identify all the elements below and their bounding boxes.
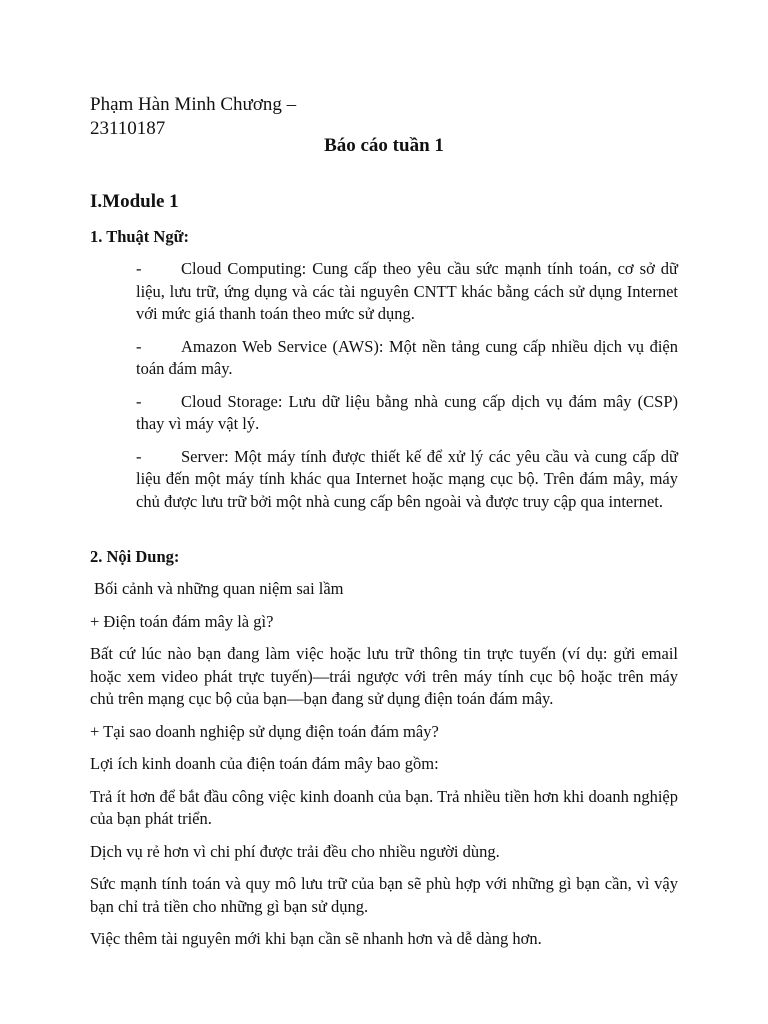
content-paragraph: Bối cảnh và những quan niệm sai lầm xyxy=(94,579,344,598)
content-paragraph: Trả ít hơn để bắt đầu công việc kinh doanh của bạn. Trả nhiều tiền hơn khi doanh nghiệp của bạn phát triển. xyxy=(90,786,678,828)
content-paragraph: + Điện toán đám mây là gì? xyxy=(90,611,274,631)
report-title: Báo cáo tuần 1 xyxy=(324,135,444,156)
content-paragraph: + Tại sao doanh nghiệp sử dụng điện toán đám mây? xyxy=(90,721,439,741)
term-item xyxy=(136,391,678,436)
list-dash: - xyxy=(136,391,142,411)
section-terms-heading: 1. Thuật Ngữ: xyxy=(90,227,189,246)
module-heading: I.Module 1 xyxy=(90,191,179,212)
term-item xyxy=(136,258,678,326)
author-name: Phạm Hàn Minh Chương – xyxy=(90,94,297,115)
content-paragraph: Việc thêm tài nguyên mới khi bạn cần sẽ nhanh hơn và dễ dàng hơn. xyxy=(90,929,542,948)
student-id: 23110187 xyxy=(90,118,166,139)
content-paragraph: Dịch vụ rẻ hơn vì chi phí được trải đều cho nhiều người dùng. xyxy=(90,841,500,861)
term-text: Server: Một máy tính được thiết kế để xử lý các yêu cầu và cung cấp dữ liệu đến một máy tính khác qua Internet hoặc mạng cục bộ. Trên đám mây, máy chủ được lưu trữ bởi một nhà cung cấp bên ngoài và được truy cập qua internet. xyxy=(136,446,678,511)
term-item xyxy=(136,336,678,381)
content-paragraph: Lợi ích kinh doanh của điện toán đám mây bao gồm: xyxy=(90,754,439,773)
section-content-heading: 2. Nội Dung: xyxy=(90,547,180,566)
term-text: Cloud Computing: Cung cấp theo yêu cầu sức mạnh tính toán, cơ sở dữ liệu, lưu trữ, ứng dụng và các tài nguyên CNTT khác bằng cách sử dụng Internet với mức giá thanh toán theo mức sử dụng. xyxy=(136,259,678,323)
list-dash: - xyxy=(136,259,142,278)
term-text: Cloud Storage: Lưu dữ liệu bằng nhà cung cấp dịch vụ đám mây (CSP) thay vì máy vật lý. xyxy=(136,391,678,433)
content-paragraph: Sức mạnh tính toán và quy mô lưu trữ của bạn sẽ phù hợp với những gì bạn cần, vì vậy bạn chỉ trả tiền cho những gì bạn sử dụng. xyxy=(90,874,678,916)
list-dash: - xyxy=(136,446,142,466)
list-dash: - xyxy=(136,336,142,356)
term-item xyxy=(136,446,678,514)
content-body xyxy=(90,578,678,961)
term-text: Amazon Web Service (AWS): Một nền tảng cung cấp nhiều dịch vụ điện toán đám mây. xyxy=(136,336,678,378)
terms-list xyxy=(136,258,678,523)
content-paragraph: Bất cứ lúc nào bạn đang làm việc hoặc lưu trữ thông tin trực tuyến (ví dụ: gửi email hoặc xem video phát trực tuyến)—trái ngược với trên máy tính cục bộ hoặc trên máy chủ trên mạng cục bộ của bạn—bạn đang sử dụng điện toán đám mây. xyxy=(90,644,678,708)
